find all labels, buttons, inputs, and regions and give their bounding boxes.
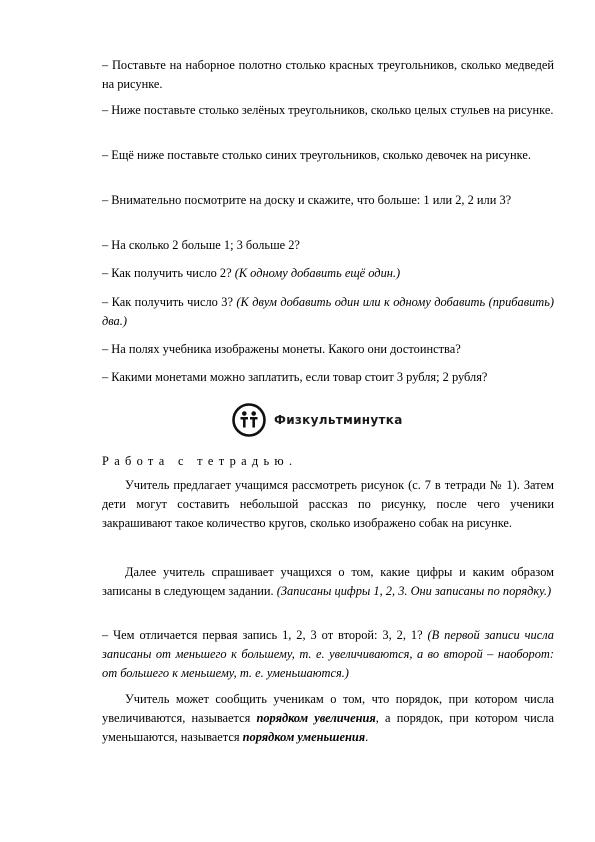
paragraph-get-three: [102, 293, 554, 331]
question-text: – Как получить число 3?: [102, 295, 237, 309]
paragraph-text: – На сколько 2 больше 1; 3 больше 2?: [102, 238, 300, 252]
paragraph-coins: [102, 340, 554, 359]
question-text: Далее учитель спрашивает учащихся о том, какие цифры и каким образом записаны в следующем задании.: [102, 565, 554, 598]
answer-text: (В первой записи числа записаны от меньшего к большему, т. е. увеличиваются, а во второй – наоборот: от большего к меньшему, т. е. уменьшаются.): [102, 628, 554, 680]
term-increasing-order: порядком увеличения: [256, 711, 376, 725]
paragraph-order-terms: [102, 690, 554, 747]
paragraph-text: – Внимательно посмотрите на доску и скажите, что больше: 1 или 2, 2 или 3?: [102, 193, 512, 207]
answer-text: (К двум добавить один или к одному добавить (прибавить) два.): [102, 295, 554, 328]
question-text: – Чем отличается первая запись 1, 2, 3 от второй: 3, 2, 1?: [102, 628, 428, 642]
paragraph-text: .: [365, 730, 369, 744]
paragraph-text: Учитель предлагает учащимся рассмотреть рисунок (с. 7 в тетради № 1). Затем дети могут составить небольшой рассказ по рисунку, после чего ученики закрашивают такое количество кругов, сколько изображено собак на рисунке.: [102, 478, 554, 530]
paragraph-text: – Ниже поставьте столько зелёных треугольников, сколько целых стульев на рисунке.: [102, 103, 554, 117]
paragraph-text: – Поставьте на наборное полотно столько красных треугольников, сколько медведей на рисунке.: [102, 58, 554, 91]
paragraph-difference-question: [102, 236, 554, 255]
banner-label: Физкультминутка: [274, 413, 403, 427]
term-decreasing-order: порядком уменьшения: [242, 730, 366, 744]
paragraph-green-triangles: [102, 101, 554, 120]
paragraph-compare-question: [102, 191, 554, 210]
answer-text: (К одному добавить ещё один.): [234, 266, 401, 280]
paragraph-text: , а порядок, при котором числа уменьшаются, называется: [102, 711, 554, 744]
paragraph-digits-question: [102, 563, 554, 601]
paragraph-text: – На полях учебника изображены монеты. Какого они достоинства?: [102, 342, 461, 356]
paragraph-order-difference: [102, 626, 554, 683]
paragraph-workbook-task: [102, 476, 554, 533]
paragraph-blue-triangles: [102, 146, 554, 165]
question-text: – Как получить число 2?: [102, 266, 235, 280]
physical-exercise-banner: [232, 400, 418, 440]
paragraph-red-triangles: [102, 56, 554, 94]
paragraph-text: Учитель может сообщить ученикам о том, что порядок, при котором числа увеличиваются, называется: [102, 692, 554, 725]
answer-text: (Записаны цифры 1, 2, 3. Они записаны по порядку.): [276, 584, 552, 598]
paragraph-pay-coins: [102, 368, 554, 387]
section-heading: Работа с тетрадью.: [102, 454, 298, 468]
two-people-icon: [232, 403, 266, 437]
paragraph-text: – Какими монетами можно заплатить, если товар стоит 3 рубля; 2 рубля?: [102, 370, 488, 384]
paragraph-get-two: [102, 264, 554, 283]
paragraph-text: – Ещё ниже поставьте столько синих треугольников, сколько девочек на рисунке.: [102, 148, 531, 162]
